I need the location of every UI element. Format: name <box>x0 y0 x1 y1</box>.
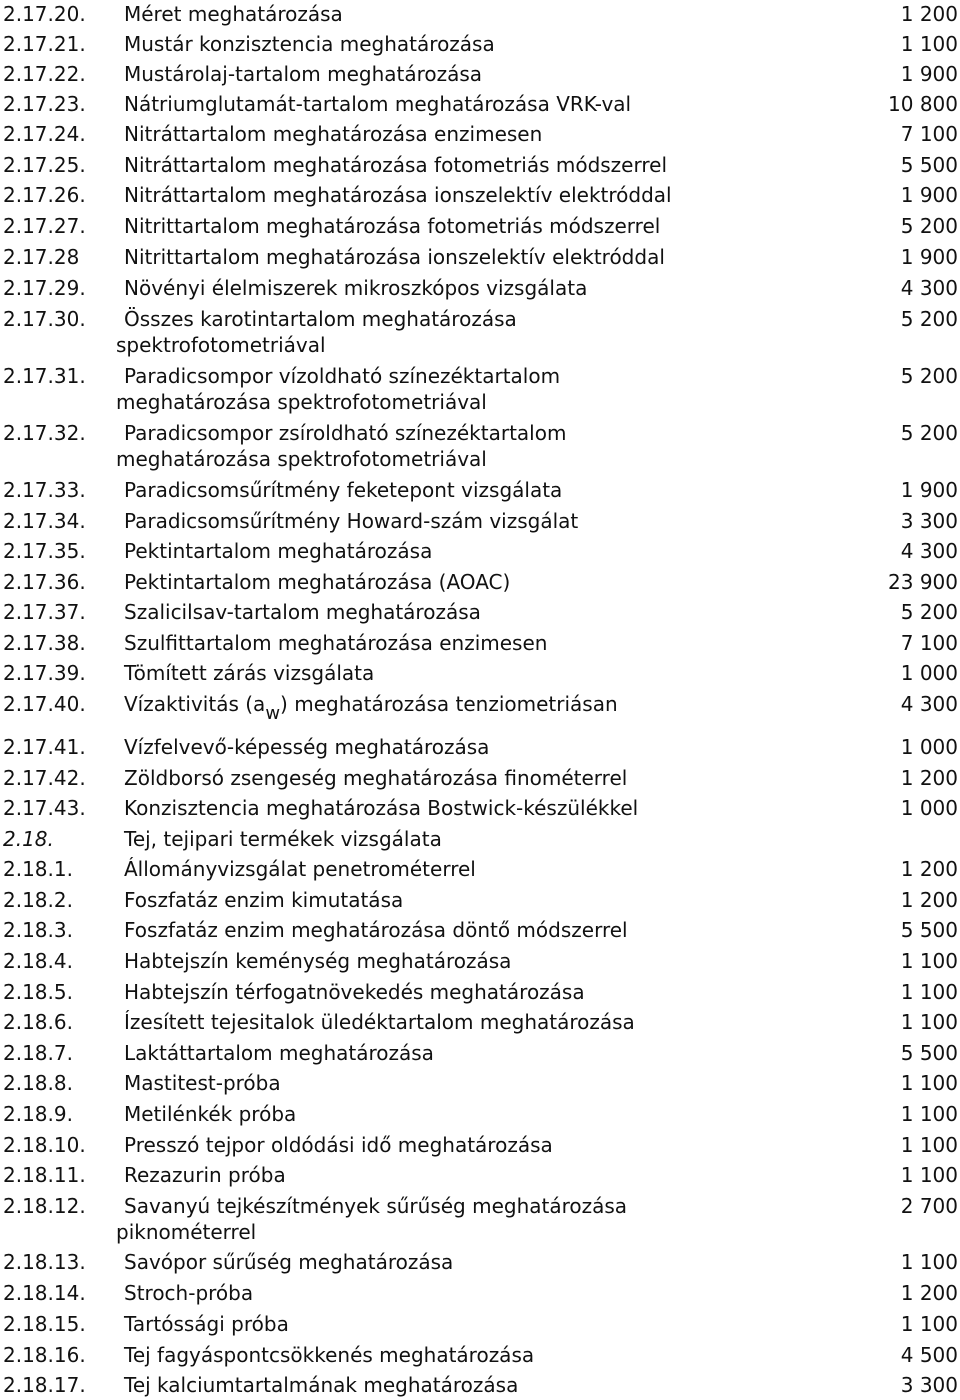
item-description: Habtejszín térfogatnövekedés meghatározása <box>124 980 585 1004</box>
item-description-line2: piknométerrel <box>116 1220 257 1244</box>
item-code: 2.17.29. <box>3 276 86 300</box>
list-item <box>0 795 960 823</box>
item-description: Paradicsomsűrítmény feketepont vizsgálata <box>124 478 563 502</box>
item-price: 5 200 <box>900 214 958 238</box>
item-description <box>124 691 764 724</box>
item-code: 2.17.37. <box>3 600 86 624</box>
item-price: 3 300 <box>900 1373 958 1397</box>
item-description-line1: Paradicsompor zsíroldható színezéktartalom <box>124 421 567 445</box>
item-code: 2.17.38. <box>3 631 86 655</box>
item-price: 5 500 <box>900 153 958 177</box>
list-item <box>0 599 960 627</box>
item-code: 2.17.35. <box>3 539 86 563</box>
item-code: 2.17.33. <box>3 478 86 502</box>
list-item <box>0 121 960 149</box>
item-code: 2.18.2. <box>3 888 73 912</box>
item-code: 2.17.34. <box>3 509 86 533</box>
item-description: Stroch-próba <box>124 1281 254 1305</box>
item-price: 1 100 <box>900 1010 958 1034</box>
item-description-line2: meghatározása spektrofotometriával <box>116 390 487 414</box>
item-description: Nitráttartalom meghatározása enzimesen <box>124 122 543 146</box>
list-item <box>0 630 960 658</box>
item-code: 2.17.43. <box>3 796 86 820</box>
list-item <box>0 765 960 793</box>
list-item <box>0 1101 960 1129</box>
item-description: Állományvizsgálat penetrométerrel <box>124 857 476 881</box>
list-item <box>0 275 960 303</box>
item-description: Szalicilsav-tartalom meghatározása <box>124 600 481 624</box>
item-code: 2.18.11. <box>3 1163 86 1187</box>
list-item <box>0 538 960 566</box>
item-code: 2.17.25. <box>3 153 86 177</box>
item-description: Foszfatáz enzim kimutatása <box>124 888 404 912</box>
item-code: 2.17.41. <box>3 735 86 759</box>
item-description: Konzisztencia meghatározása Bostwick-készülékkel <box>124 796 639 820</box>
list-item <box>0 508 960 536</box>
item-description: Laktáttartalom meghatározása <box>124 1041 434 1065</box>
item-description-line2: spektrofotometriával <box>116 333 326 357</box>
item-description: Nitráttartalom meghatározása ionszelektív elektróddal <box>124 183 672 207</box>
list-item <box>0 1280 960 1308</box>
item-code: 2.18.3. <box>3 918 73 942</box>
item-description: Nitrittartalom meghatározása fotometriás módszerrel <box>124 214 661 238</box>
item-description-line1: Savanyú tejkészítmények sűrűség meghatározása <box>124 1194 628 1218</box>
item-description: Tej fagyáspontcsökkenés meghatározása <box>124 1343 535 1367</box>
item-description: Mastitest-próba <box>124 1071 281 1095</box>
list-item <box>0 569 960 597</box>
item-description: Pektintartalom meghatározása (AOAC) <box>124 570 511 594</box>
item-code: 2.18.12. <box>3 1194 86 1218</box>
item-price: 1 900 <box>900 183 958 207</box>
item-price: 4 300 <box>900 539 958 563</box>
item-description: Metilénkék próba <box>124 1102 297 1126</box>
list-item <box>0 1372 960 1400</box>
item-description-suffix: ) meghatározása tenziometriásan <box>280 692 618 716</box>
item-price: 1 100 <box>900 949 958 973</box>
item-code: 2.17.42. <box>3 766 86 790</box>
list-item <box>0 734 960 762</box>
item-description: Tömített zárás vizsgálata <box>124 661 375 685</box>
item-code: 2.18.10. <box>3 1133 86 1157</box>
item-description: Foszfatáz enzim meghatározása döntő módszerrel <box>124 918 628 942</box>
item-price: 1 000 <box>900 661 958 685</box>
item-code: 2.18.14. <box>3 1281 86 1305</box>
item-description: Növényi élelmiszerek mikroszkópos vizsgálata <box>124 276 588 300</box>
item-description-prefix: Vízaktivitás (a <box>124 692 266 716</box>
item-code: 2.18.5. <box>3 980 73 1004</box>
item-code: 2.17.24. <box>3 122 86 146</box>
item-code: 2.18.15. <box>3 1312 86 1336</box>
item-price: 1 200 <box>900 1281 958 1305</box>
list-item <box>0 1311 960 1339</box>
item-code: 2.18.9. <box>3 1102 73 1126</box>
list-item <box>0 91 960 119</box>
item-code: 2.17.39. <box>3 661 86 685</box>
item-code: 2.18.13. <box>3 1250 86 1274</box>
list-item <box>0 244 960 272</box>
list-item <box>0 477 960 505</box>
item-code: 2.17.20. <box>3 2 86 26</box>
item-price: 5 200 <box>900 307 958 331</box>
item-description: Nitrittartalom meghatározása ionszelektív elektróddal <box>124 245 665 269</box>
list-item <box>0 152 960 180</box>
item-price: 1 100 <box>900 1312 958 1336</box>
list-item <box>0 1132 960 1160</box>
item-description <box>116 306 764 358</box>
item-description <box>116 420 764 472</box>
list-item <box>0 856 960 884</box>
item-price: 1 200 <box>900 857 958 881</box>
item-price: 10 800 <box>888 92 958 116</box>
item-code: 2.17.28 <box>3 245 80 269</box>
item-code: 2.17.27. <box>3 214 86 238</box>
item-price: 1 100 <box>900 1250 958 1274</box>
item-description: Presszó tejpor oldódási idő meghatározása <box>124 1133 553 1157</box>
list-item <box>0 1 960 29</box>
list-item <box>0 1249 960 1277</box>
item-code: 2.17.40. <box>3 692 86 716</box>
list-item <box>0 887 960 915</box>
item-description: Nitráttartalom meghatározása fotometriás módszerrel <box>124 153 667 177</box>
item-code: 2.17.22. <box>3 62 86 86</box>
item-code: 2.17.21. <box>3 32 86 56</box>
item-description: Nátriumglutamát-tartalom meghatározása VRK-val <box>124 92 632 116</box>
item-price: 1 100 <box>900 1163 958 1187</box>
item-price: 4 500 <box>900 1343 958 1367</box>
item-description: Habtejszín keménység meghatározása <box>124 949 512 973</box>
item-code: 2.18.17. <box>3 1373 86 1397</box>
item-description <box>116 1193 764 1245</box>
item-description: Ízesített tejesitalok üledéktartalom meghatározása <box>124 1010 635 1034</box>
list-item <box>0 1193 960 1249</box>
list-item <box>0 363 960 419</box>
list-item <box>0 31 960 59</box>
list-item <box>0 1040 960 1068</box>
item-code: 2.17.36. <box>3 570 86 594</box>
item-price: 5 200 <box>900 600 958 624</box>
item-price: 1 200 <box>900 888 958 912</box>
list-item <box>0 61 960 89</box>
item-code: 2.18.1. <box>3 857 73 881</box>
item-price: 5 500 <box>900 918 958 942</box>
item-price: 7 100 <box>900 122 958 146</box>
item-description: Vízfelvevő-képesség meghatározása <box>124 735 490 759</box>
item-code: 2.17.30. <box>3 307 86 331</box>
item-description: Zöldborsó zsengeség meghatározása finométerrel <box>124 766 628 790</box>
item-price: 2 700 <box>900 1194 958 1218</box>
item-price: 7 100 <box>900 631 958 655</box>
item-price: 3 300 <box>900 509 958 533</box>
item-description: Méret meghatározása <box>124 2 343 26</box>
item-code: 2.17.23. <box>3 92 86 116</box>
item-code: 2.18.4. <box>3 949 73 973</box>
item-code: 2.18.7. <box>3 1041 73 1065</box>
item-price: 5 500 <box>900 1041 958 1065</box>
list-item <box>0 948 960 976</box>
item-price: 1 200 <box>900 2 958 26</box>
list-item <box>0 917 960 945</box>
item-description: Pektintartalom meghatározása <box>124 539 433 563</box>
item-description-line2: meghatározása spektrofotometriával <box>116 447 487 471</box>
item-price: 23 900 <box>888 570 958 594</box>
item-description: Paradicsomsűrítmény Howard-szám vizsgálat <box>124 509 579 533</box>
list-item <box>0 691 960 735</box>
item-description: Tartóssági próba <box>124 1312 289 1336</box>
section-heading <box>0 826 960 854</box>
item-price: 1 000 <box>900 796 958 820</box>
item-description-line1: Összes karotintartalom meghatározása <box>124 307 517 331</box>
item-description: Tej kalciumtartalmának meghatározása <box>124 1373 519 1397</box>
item-description-subscript: w <box>265 703 281 724</box>
item-price: 4 300 <box>900 692 958 716</box>
list-item <box>0 660 960 688</box>
item-code: 2.18.16. <box>3 1343 86 1367</box>
list-item <box>0 1342 960 1370</box>
item-price: 4 300 <box>900 276 958 300</box>
list-item <box>0 213 960 241</box>
list-item <box>0 1070 960 1098</box>
item-price: 1 100 <box>900 980 958 1004</box>
item-description <box>116 363 764 415</box>
item-description: Savópor sűrűség meghatározása <box>124 1250 454 1274</box>
list-item <box>0 979 960 1007</box>
item-description-line1: Paradicsompor vízoldható színezéktartalom <box>124 364 561 388</box>
item-price: 1 000 <box>900 735 958 759</box>
item-code: 2.18.6. <box>3 1010 73 1034</box>
item-price: 1 900 <box>900 245 958 269</box>
item-price: 1 100 <box>900 32 958 56</box>
item-price: 1 200 <box>900 766 958 790</box>
item-price: 1 100 <box>900 1102 958 1126</box>
item-price: 5 200 <box>900 364 958 388</box>
item-price: 1 900 <box>900 478 958 502</box>
item-code: 2.18.8. <box>3 1071 73 1095</box>
list-item <box>0 306 960 362</box>
list-item <box>0 1162 960 1190</box>
item-description: Szulfittartalom meghatározása enzimesen <box>124 631 548 655</box>
item-description: Mustár konzisztencia meghatározása <box>124 32 495 56</box>
item-price: 5 200 <box>900 421 958 445</box>
section-code: 2.18. <box>3 827 54 851</box>
list-item <box>0 1009 960 1037</box>
item-code: 2.17.32. <box>3 421 86 445</box>
section-title: Tej, tejipari termékek vizsgálata <box>124 827 442 851</box>
list-item <box>0 420 960 476</box>
item-description: Mustárolaj-tartalom meghatározása <box>124 62 483 86</box>
item-price: 1 100 <box>900 1071 958 1095</box>
item-description: Rezazurin próba <box>124 1163 286 1187</box>
item-code: 2.17.26. <box>3 183 86 207</box>
list-item <box>0 182 960 210</box>
item-code: 2.17.31. <box>3 364 86 388</box>
item-price: 1 900 <box>900 62 958 86</box>
item-price: 1 100 <box>900 1133 958 1157</box>
